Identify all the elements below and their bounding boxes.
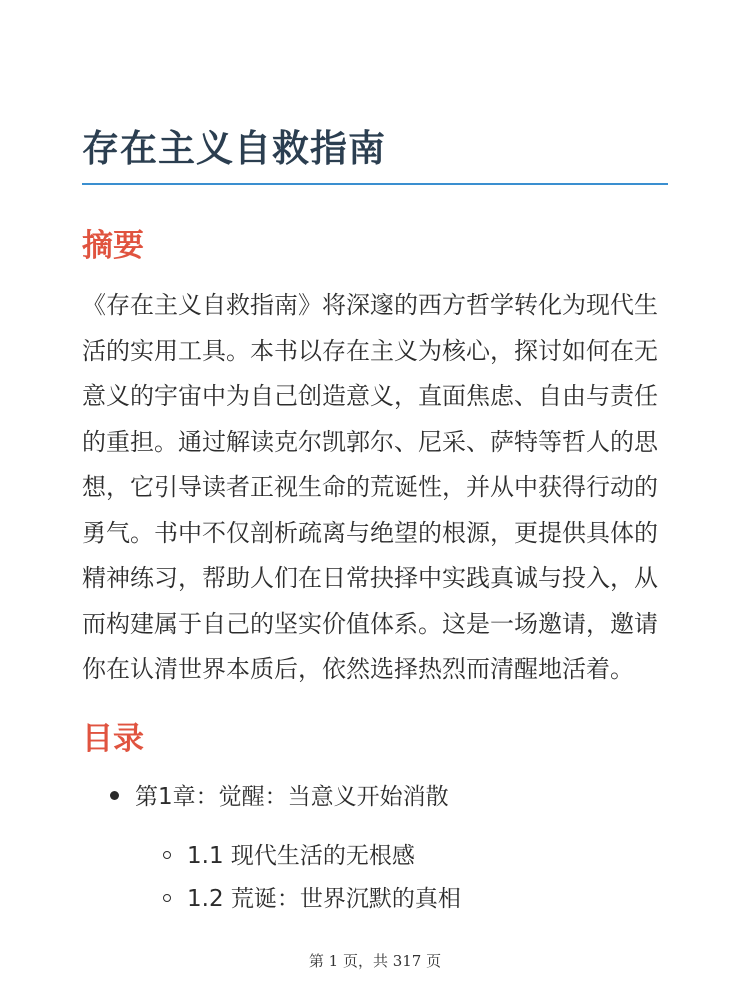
hollow-bullet-icon bbox=[163, 851, 171, 859]
hollow-bullet-icon bbox=[163, 894, 171, 902]
filled-bullet-icon bbox=[110, 791, 119, 800]
toc-item-section-1-1 bbox=[163, 837, 415, 870]
toc-section-label: 1.2 荒诞：世界沉默的真相 bbox=[187, 886, 461, 912]
toc-item-section-1-2 bbox=[163, 880, 461, 913]
abstract-heading: 摘要 bbox=[82, 228, 144, 264]
document-title: 存在主义自救指南 bbox=[82, 127, 386, 170]
title-divider bbox=[82, 183, 668, 185]
toc-item-chapter-1 bbox=[110, 778, 449, 811]
page-number-footer: 第 1 页，共 317 页 bbox=[308, 952, 442, 970]
toc-chapter-label: 第1章：觉醒：当意义开始消散 bbox=[135, 784, 449, 810]
toc-section-label: 1.1 现代生活的无根感 bbox=[187, 843, 415, 869]
abstract-paragraph: 《存在主义自救指南》将深邃的西方哲学转化为现代生活的实用工具。本书以存在主义为核心，探讨如何在无意义的宇宙中为自己创造意义，直面焦虑、自由与责任的重担。通过解读克尔凯郭尔、尼采、萨特等哲人的思想，它引导读者正视生命的荒诞性，并从中获得行动的勇气。书中不仅剖析疏离与绝望的根源，更提供具体的精神练习，帮助人们在日常抉择中实践真诚与投入，从而构建属于自己的坚实价值体系。这是一场邀请，邀请你在认清世界本质后，依然选择热烈而清醒地活着。 bbox=[82, 291, 658, 683]
toc-heading: 目录 bbox=[82, 721, 144, 757]
